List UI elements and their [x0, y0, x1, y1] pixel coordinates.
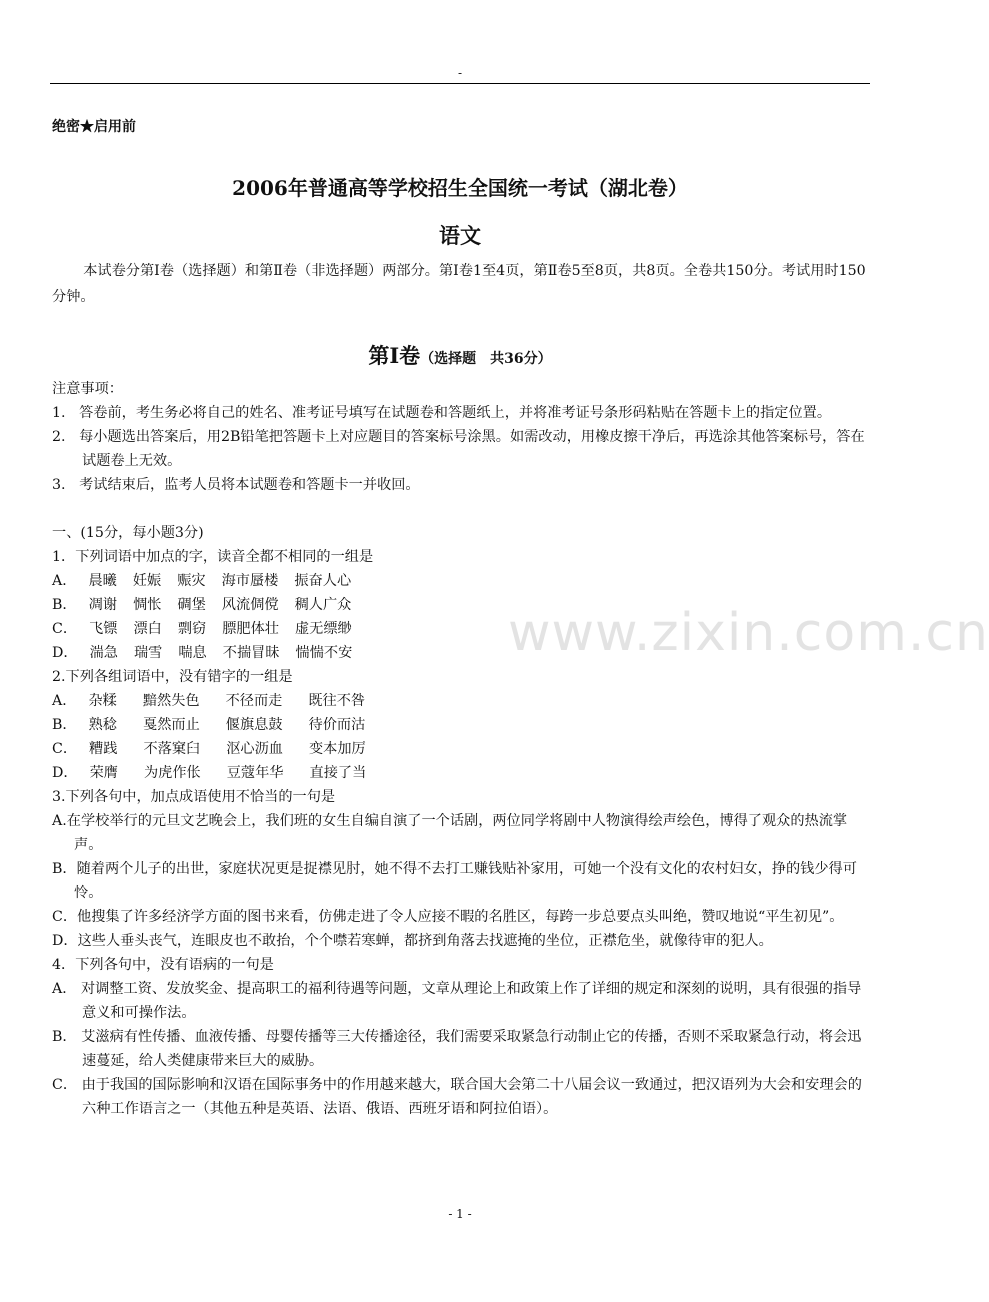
header-mark: -	[457, 66, 463, 80]
option-row: D． 湍急 瑞雪 喘息 不揣冒昧 惴惴不安	[52, 645, 353, 661]
option-paragraph: A.在学校举行的元旦文艺晚会上，我们班的女生自编自演了一个话剧，两位同学将剧中人物演得绘声绘色，博得了观众的热流掌声。	[52, 813, 848, 853]
header-rule	[50, 83, 870, 84]
option-row: B． 熟稔 戛然而止 偃旗息鼓 待价而沽	[52, 717, 366, 733]
part-heading	[0, 340, 920, 370]
question-stem: 4．下列各句中，没有语病的一句是	[52, 957, 274, 973]
part-title: 第Ⅰ卷	[368, 343, 421, 368]
option-row: A． 杂糅 黯然失色 不径而走 既往不咎	[52, 693, 366, 709]
confidential-label: 绝密★启用前	[52, 119, 136, 135]
option-row: A． 晨曦 妊娠 赈灾 海市蜃楼 振奋人心	[52, 573, 352, 589]
option-row: C． 糟践 不落窠臼 沤心沥血 变本加厉	[52, 741, 366, 757]
option-paragraph: C．他搜集了许多经济学方面的图书来看，仿佛走进了令人应接不暇的名胜区，每跨一步总要点头叫绝，赞叹地说“平生初见”。	[52, 909, 844, 925]
question-stem: 2.下列各组词语中，没有错字的一组是	[52, 669, 293, 685]
notice-heading: 注意事项：	[52, 381, 123, 397]
option-row: C． 飞镖 漂白 剽窃 膘肥体壮 虚无缥缈	[52, 621, 352, 637]
notice-item: 1. 答卷前，考生务必将自己的姓名、准考证号填写在试题卷和答题纸上，并将准考证号条形码粘贴在答题卡上的指定位置。	[52, 405, 832, 421]
notice-item: 2. 每小题选出答案后，用2B铅笔把答题卡上对应题目的答案标号涂黑。如需改动，用橡皮擦干净后，再选涂其他答案标号，答在试题卷上无效。	[52, 429, 865, 469]
option-paragraph: B．随着两个儿子的出世，家庭状况更是捉襟见肘，她不得不去打工赚钱贴补家用，可她一个没有文化的农村妇女，挣的钱少得可怜。	[52, 861, 857, 901]
watermark: www.zixin.com.cn	[508, 603, 989, 663]
question-stem: 1．下列词语中加点的字，读音全都不相同的一组是	[52, 549, 374, 565]
option-paragraph: A． 对调整工资、发放奖金、提高职工的福利待遇等问题，文章从理论上和政策上作了详细的规定和深刻的说明，具有很强的指导意义和可操作法。	[52, 981, 862, 1021]
subject-title: 语文	[439, 223, 481, 248]
intro-paragraph: 本试卷分第Ⅰ卷（选择题）和第Ⅱ卷（非选择题）两部分。第Ⅰ卷1至4页，第Ⅱ卷5至8页，共8页。全卷共150分。考试用时150分钟。	[52, 263, 866, 305]
part-subtitle: （选择题 共36分）	[420, 351, 552, 367]
exam-content	[52, 377, 870, 1121]
exam-title: 2006年普通高等学校招生全国统一考试（湖北卷）	[232, 176, 688, 200]
notice-item: 3. 考试结束后，监考人员将本试题卷和答题卡一并收回。	[52, 477, 420, 493]
option-row: B． 凋谢 惆怅 碉堡 风流倜傥 稠人广众	[52, 597, 352, 613]
option-paragraph: B． 艾滋病有性传播、血液传播、母婴传播等三大传播途径，我们需要采取紧急行动制止它的传播，否则不采取紧急行动，将会迅速蔓延，给人类健康带来巨大的威胁。	[52, 1029, 862, 1069]
page-number: - 1 -	[448, 1207, 472, 1221]
question-stem: 3.下列各句中，加点成语使用不恰当的一句是	[52, 789, 336, 805]
section-heading: 一、(15分，每小题3分)	[52, 525, 204, 541]
option-paragraph: D．这些人垂头丧气，连眼皮也不敢抬，个个噤若寒蝉，都挤到角落去找遮掩的坐位，正襟危坐，就像待审的犯人。	[52, 933, 773, 949]
option-row: D． 荣膺 为虎作伥 豆蔻年华 直接了当	[52, 765, 367, 781]
option-paragraph: C． 由于我国的国际影响和汉语在国际事务中的作用越来越大，联合国大会第二十八届会议一致通过，把汉语列为大会和安理会的六种工作语言之一（其他五种是英语、法语、俄语、西班牙语和阿拉伯语）。	[52, 1077, 862, 1117]
spacer	[52, 497, 870, 521]
